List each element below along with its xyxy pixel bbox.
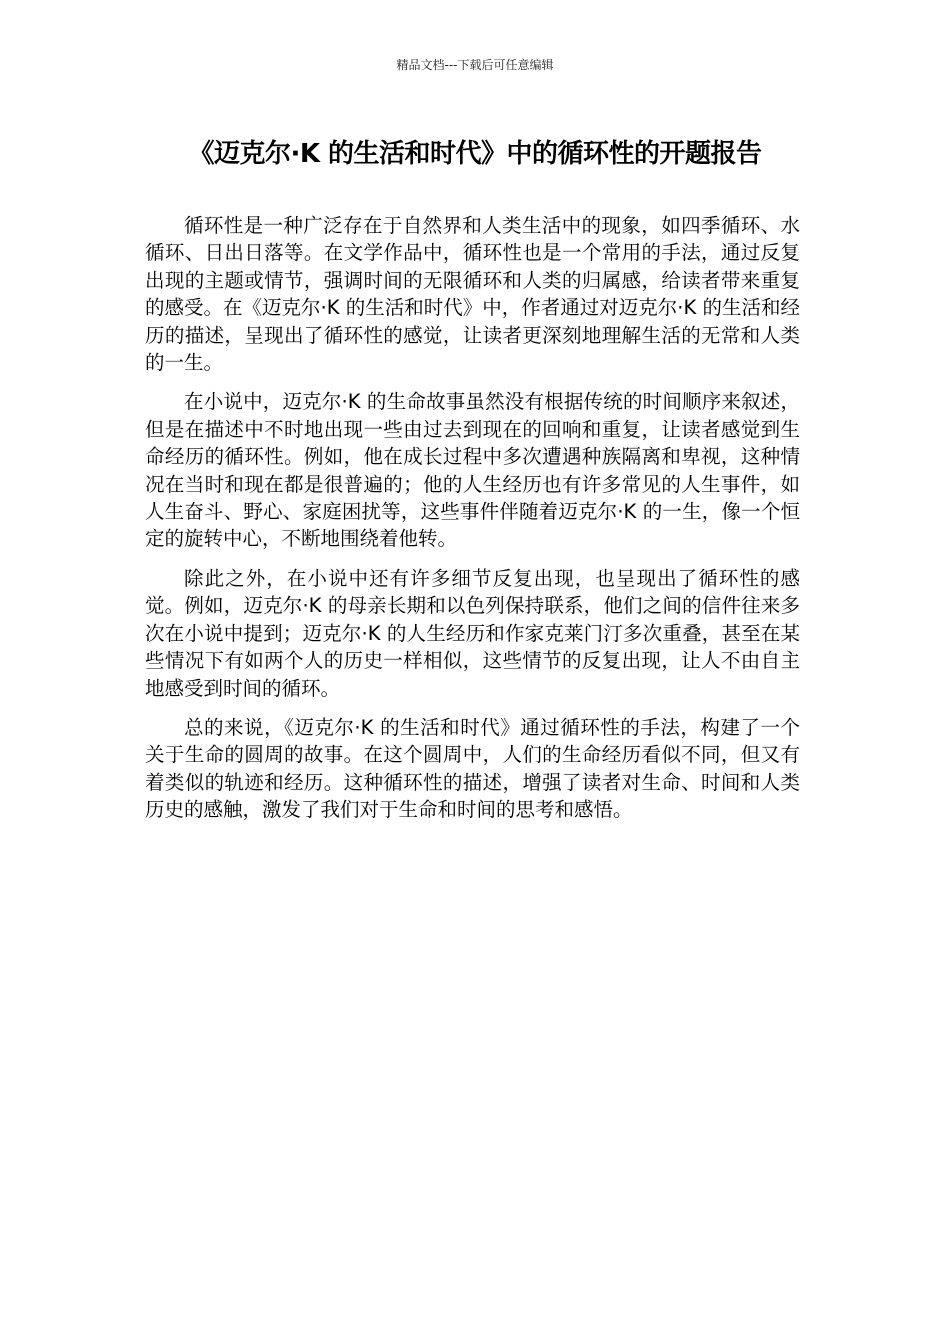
paragraph-3: 除此之外，在小说中还有许多细节反复出现，也呈现出了循环性的感觉。例如，迈克尔·K 的母亲长期和以色列保持联系，他们之间的信件往来多次在小说中提到；迈克尔·K 的人生经历和作家克莱门汀多次重叠，甚至在某些情况下有如两个人的历史一样相似，这些情节的反复出现，让人不由自主地感受到时间的循环。 [145, 566, 800, 700]
paragraph-1: 循环性是一种广泛存在于自然界和人类生活中的现象，如四季循环、水循环、日出日落等。在文学作品中，循环性也是一个常用的手法，通过反复出现的主题或情节，强调时间的无限循环和人类的归属感，给读者带来重复的感受。在《迈克尔·K 的生活和时代》中，作者通过对迈克尔·K 的生活和经历的描述，呈现出了循环性的感觉，让读者更深刻地理解生活的无常和人类的一生。 [145, 214, 800, 375]
document-title: 《迈克尔·K 的生活和时代》中的循环性的开题报告 [188, 139, 762, 169]
document-body [145, 212, 800, 836]
paragraph-4: 总的来说，《迈克尔·K 的生活和时代》通过循环性的手法，构建了一个关于生命的圆周的故事。在这个圆周中，人们的生命经历看似不同，但又有着类似的轨迹和经历。这种循环性的描述，增强了读者对生命、时间和人类历史的感触，激发了我们对于生命和时间的思考和感悟。 [145, 715, 800, 822]
page-header: 精品文档---下载后可任意编辑 [396, 58, 554, 72]
paragraph-2: 在小说中，迈克尔·K 的生命故事虽然没有根据传统的时间顺序来叙述，但是在描述中不时地出现一些由过去到现在的回响和重复，让读者感觉到生命经历的循环性。例如，他在成长过程中多次遭遇种族隔离和卑视，这种情况在当时和现在都是很普遍的；他的人生经历也有许多常见的人生事件，如人生奋斗、野心、家庭困扰等，这些事件伴随着迈克尔·K 的一生，像一个恒定的旋转中心，不断地围绕着他转。 [145, 390, 800, 551]
